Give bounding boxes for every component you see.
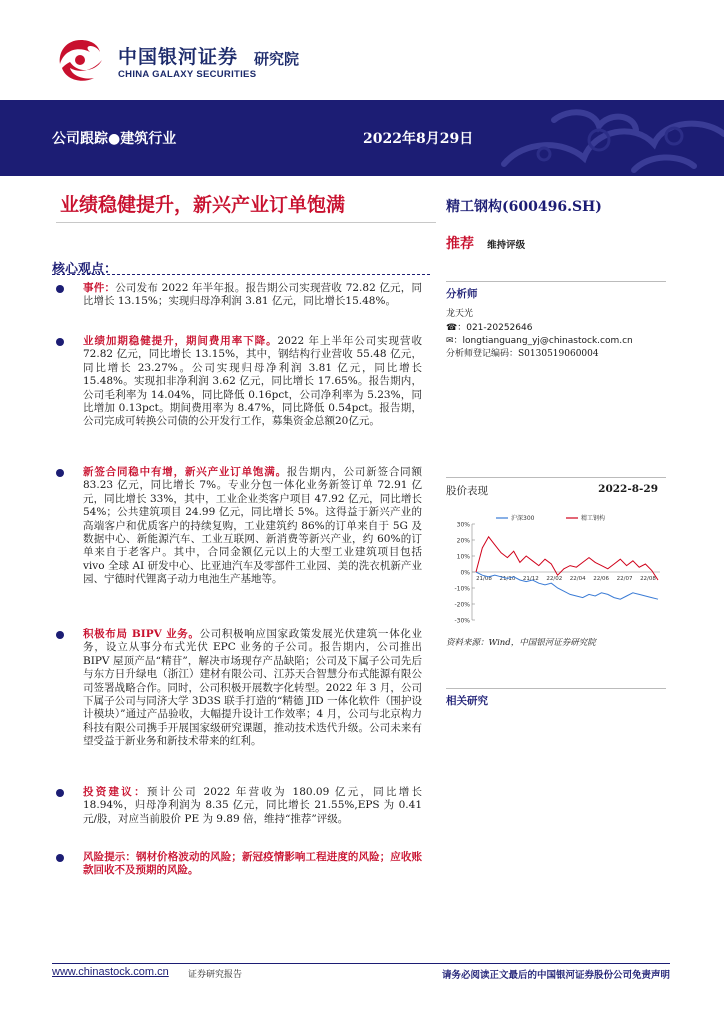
- y-tick-label: -30%: [454, 617, 470, 625]
- y-tick-label: 10%: [456, 553, 470, 561]
- rating-label: 推荐: [446, 236, 474, 252]
- legend-label: 沪深300: [511, 515, 535, 522]
- footer-divider: [52, 963, 670, 964]
- bullet-dot-icon: [56, 631, 64, 639]
- y-tick-label: 0%: [460, 569, 470, 577]
- x-tick-label: 21/12: [522, 576, 539, 582]
- logo-chinese-name: 中国银河证券: [118, 46, 239, 68]
- x-tick-label: 22/06: [593, 576, 610, 582]
- bullet-lead: 风险提示：钢材价格波动的风险；新冠疫情影响工程进度的风险；应收账款回收不及预期的风险。: [83, 851, 422, 877]
- x-tick-label: 22/02: [546, 576, 563, 582]
- performance-heading: 股价表现: [446, 485, 488, 497]
- logo-english-name: CHINA GALAXY SECURITIES: [118, 69, 257, 80]
- bullet-text: 预计公司 2022 年营收为 180.09 亿元，同比增长 18.94%，归母净利润为 8.35 亿元，同比增长 21.55%,EPS 为 0.41 元/股，对应当前股价 PE 为 9.89 倍，维持“推荐”评级。: [83, 786, 423, 825]
- sidebar-divider: [446, 477, 666, 478]
- analyst-registration: 分析师登记编码：S0130519060004: [446, 349, 599, 359]
- bullet-bipv: [60, 628, 422, 749]
- email-address: ：longtianguang_yj@chinastock.com.cn: [453, 336, 633, 346]
- y-tick-label: -20%: [454, 601, 470, 609]
- chart-source: 资料来源：Wind，中国银河证券研究院: [446, 638, 596, 648]
- phone-icon: ☎: [446, 323, 458, 333]
- legend-label: 精工钢构: [581, 515, 606, 522]
- report-category: 公司跟踪●建筑行业: [52, 131, 177, 147]
- bullet-text: 公司发布 2022 年半年报。报告期公司实现营收 72.82 亿元，同比增长 13.15%；实现归母净利润 3.81 亿元，同比增长15.48%。: [83, 282, 422, 308]
- sidebar-divider: [446, 688, 666, 689]
- rating-row: [446, 233, 525, 253]
- title-divider: [56, 222, 436, 223]
- analyst-email: [446, 333, 633, 346]
- bullet-risk: [60, 851, 422, 878]
- x-tick-label: 22/08: [640, 576, 656, 582]
- bullet-orders: [60, 466, 422, 587]
- bullet-text: 2022 年上半年公司实现营收 72.82 亿元，同比增长 13.15%，其中，钢结构行业营收 55.48 亿元，同比增长 23.27%。公司实现归母净利润 3.81 亿元，同比增长 15.48%。实现扣非净利润 3.62 亿元，同比增长 17.65%。报告期内，公司毛利率为 14.04%，同比降低 0.16pct，公司净利率为 5.23%，同比增加 0.13pct。期间费用率为 8.47%，同比降低 0.54pct。报告期，公司完成可转换公司债的公开发行工作，募集资金总额20亿元。: [83, 335, 422, 428]
- stock-performance-chart: [446, 510, 668, 628]
- x-tick-label: 22/04: [569, 576, 586, 582]
- logo-department: 研究院: [254, 50, 300, 68]
- y-tick-label: 30%: [456, 521, 470, 529]
- bullet-lead: 事件：: [83, 282, 116, 294]
- y-tick-label: -10%: [454, 585, 470, 593]
- x-tick-label: 21/08: [476, 576, 492, 582]
- report-banner: [0, 100, 724, 176]
- analyst-phone: [446, 320, 532, 333]
- galaxy-logo-icon: [56, 38, 106, 84]
- report-title: 业绩稳健提升，新兴产业订单饱满: [60, 194, 346, 216]
- email-icon: ✉: [446, 336, 454, 346]
- core-heading: 核心观点：: [52, 262, 118, 277]
- x-tick-label: 22/07: [616, 576, 633, 582]
- bullet-dot-icon: [56, 854, 64, 862]
- bullet-text: 公司积极响应国家政策发展光伏建筑一体化业务，设立从事分布式光伏 EPC 业务的子公司。报告期内，公司推出 BIPV 屋顶产品“精苷”，解决市场现存产品缺陷；公司及下属子公司先后与东方日升绿电（浙江）建材有限公司、江苏天合智慧分布式能源有限公司签署战略合作。同时，公司积极开展数字化转型。2022 年 3 月，公司下属子公司与同济大学 3D3S 联手打造的“精德 JID 一体化软件（围护设计模块）”通过产品验收，大幅提升设计工作效率；4 月，公司与北京构力科技有限公司携手开展国家级研究课题，推动技术迭代升级。公司未来有望受益于新业务和新技术带来的红利。: [83, 628, 423, 748]
- rating-note: 维持评级: [487, 240, 526, 251]
- analyst-heading: 分析师: [446, 288, 478, 300]
- bullet-dot-icon: [56, 469, 64, 477]
- bullet-lead: 投资建议：: [83, 786, 147, 798]
- footer-website-link[interactable]: www.chinastock.com.cn: [52, 966, 169, 978]
- bullet-text: 报告期内，公司新签合同额 83.23 亿元，同比增长 7%。专业分包一体化业务新签订单 72.91 亿元，同比增长 33%，其中，工业企业类客户项目 47.92 亿元，同比增长 54%；公共建筑项目 24.99 亿元，同比增长 5%。这得益于新兴产业的高端客户和优质客户的持续复购，工业建筑约 86%的订单来自于 5G 及数据中心、新能源汽车、工业互联网、新消费等新兴产业，约 60%的订单来自于老客户。其中，合同金额亿元以上的大型工业建筑项目包括 vivo 全球 AI 研发中心、比亚迪汽车及零部件工业园、美的洗衣机新产业园、宁德时代锂离子动力电池生产基地等。: [83, 466, 423, 586]
- report-date: 2022年8月29日: [363, 131, 474, 147]
- company-logo: [56, 38, 356, 88]
- bullet-event: [60, 282, 422, 309]
- series-line: [476, 537, 658, 580]
- phone-number: ：021-20252646: [457, 323, 533, 333]
- x-tick-label: 21/10: [499, 576, 516, 582]
- bullet-dot-icon: [56, 789, 64, 797]
- bullet-dot-icon: [56, 285, 64, 293]
- bullet-dot-icon: [56, 338, 64, 346]
- bullet-lead: 积极布局 BIPV 业务。: [83, 628, 200, 640]
- bullet-lead: 业绩加期稳健提升，期间费用率下降。: [83, 335, 278, 347]
- bullet-investment: [60, 786, 422, 826]
- related-research-heading: 相关研究: [446, 695, 488, 707]
- y-tick-label: 20%: [456, 537, 470, 545]
- bullet-performance: [60, 335, 422, 429]
- sidebar-divider: [446, 281, 666, 282]
- performance-date: 2022-8-29: [598, 483, 658, 495]
- stock-name: 精工钢构(600496.SH): [446, 199, 602, 215]
- footer-report-type: 证券研究报告: [188, 970, 243, 980]
- analyst-name: 龙天光: [446, 309, 474, 319]
- footer-disclaimer: 请务必阅读正文最后的中国银河证券股份公司免责声明: [441, 970, 670, 981]
- core-divider: [52, 274, 430, 275]
- bullet-lead: 新签合同稳中有增，新兴产业订单饱满。: [83, 466, 287, 478]
